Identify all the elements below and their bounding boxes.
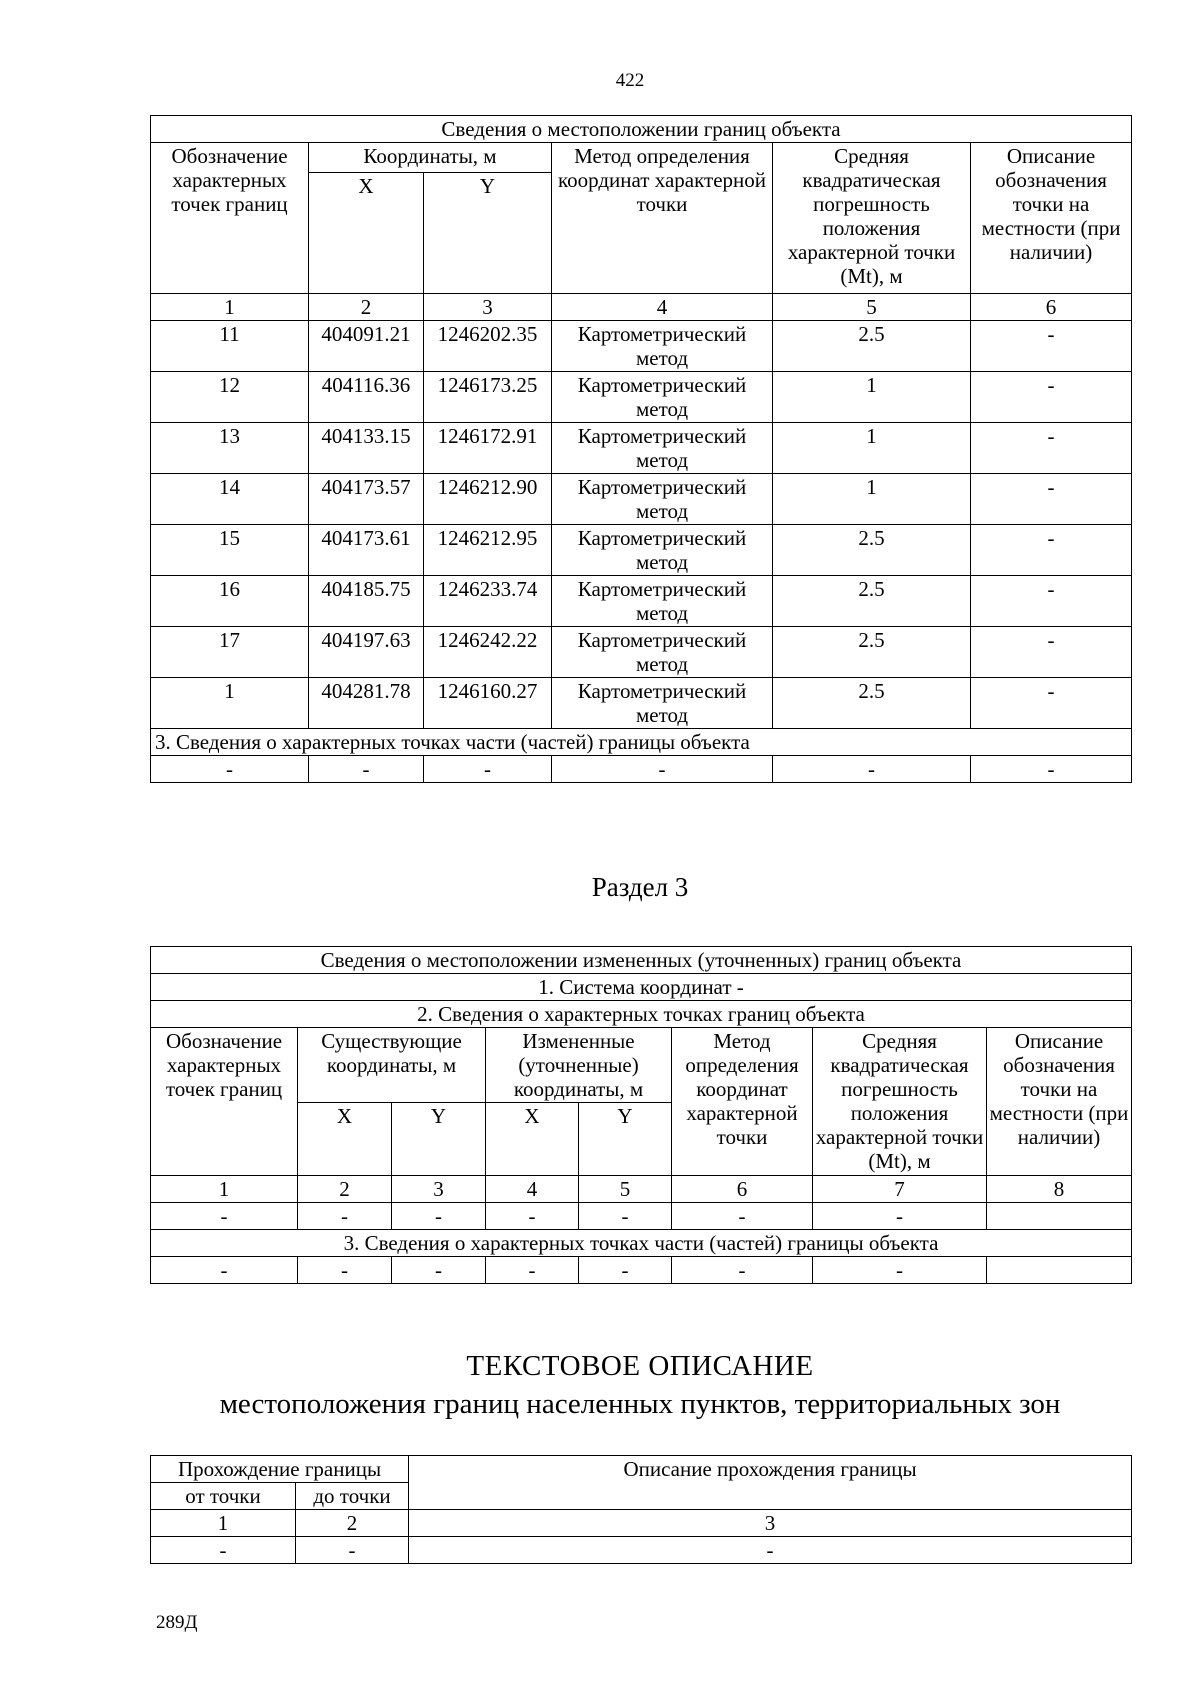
cell-desc: - — [971, 321, 1132, 372]
header-method: Метод определения координат характерной точки — [552, 143, 773, 294]
changed-boundary-table — [150, 946, 1132, 1284]
header-existing-coords: Существующие координаты, м — [298, 1028, 486, 1103]
cell-desc: - — [971, 678, 1132, 729]
text-description-heading: ТЕКСТОВОЕ ОПИСАНИЕ — [466, 1350, 814, 1382]
cell-point: 12 — [151, 372, 309, 423]
col-number: 1 — [151, 1176, 298, 1203]
table-row — [151, 321, 1132, 372]
header-x: X — [298, 1103, 392, 1176]
col-number: 2 — [309, 294, 424, 321]
cell-x: 404133.15 — [309, 423, 424, 474]
cell-desc: - — [971, 372, 1132, 423]
cell-method: Картометрический метод — [552, 423, 773, 474]
cell-point: 1 — [151, 678, 309, 729]
table-cell: - — [813, 1203, 987, 1230]
header-x: X — [486, 1103, 579, 1176]
cell-desc: - — [971, 525, 1132, 576]
cell-error: 2.5 — [773, 678, 971, 729]
table2-part-title: 3. Сведения о характерных точках части (частей) границы объекта — [151, 1230, 1132, 1257]
col-number: 2 — [296, 1510, 409, 1537]
col-number: 4 — [486, 1176, 579, 1203]
header-description: Описание обозначения точки на местности (при наличии) — [971, 143, 1132, 294]
text-description-subheading: местоположения границ населенных пунктов, территориальных зон — [219, 1388, 1061, 1420]
table-cell: - — [579, 1257, 672, 1284]
header-to-point: до точки — [296, 1483, 409, 1510]
col-number: 6 — [971, 294, 1132, 321]
cell-x: 404281.78 — [309, 678, 424, 729]
cell-x: 404185.75 — [309, 576, 424, 627]
table-cell: - — [486, 1203, 579, 1230]
header-designation: Обозначение характерных точек границ — [151, 1028, 298, 1176]
footer-code: 289Д — [156, 1612, 198, 1633]
cell-error: 1 — [773, 423, 971, 474]
table-cell — [987, 1203, 1132, 1230]
col-number: 4 — [552, 294, 773, 321]
col-number: 5 — [579, 1176, 672, 1203]
table-row — [151, 423, 1132, 474]
table-cell: - — [298, 1257, 392, 1284]
table-row — [151, 525, 1132, 576]
cell-y: 1246212.90 — [424, 474, 552, 525]
cell-method: Картометрический метод — [552, 576, 773, 627]
cell-error: 1 — [773, 372, 971, 423]
cell-method: Картометрический метод — [552, 321, 773, 372]
header-from-point: от точки — [151, 1483, 296, 1510]
header-description: Описание обозначения точки на местности (при наличии) — [987, 1028, 1132, 1176]
table-cell: - — [971, 756, 1132, 783]
table-cell: - — [151, 1537, 296, 1564]
table-cell: - — [392, 1203, 486, 1230]
table-row — [151, 474, 1132, 525]
col-number: 8 — [987, 1176, 1132, 1203]
table-cell: - — [298, 1203, 392, 1230]
cell-error: 2.5 — [773, 525, 971, 576]
table1-part-title: 3. Сведения о характерных точках части (частей) границы объекта — [151, 729, 1132, 756]
cell-x: 404173.57 — [309, 474, 424, 525]
cell-desc: - — [971, 423, 1132, 474]
col-number: 3 — [424, 294, 552, 321]
col-number: 3 — [409, 1510, 1132, 1537]
header-passage-description: Описание прохождения границы — [409, 1456, 1132, 1510]
table-row — [151, 678, 1132, 729]
table-cell: - — [486, 1257, 579, 1284]
table-row — [151, 576, 1132, 627]
table1-title: Сведения о местоположении границ объекта — [151, 116, 1132, 143]
header-y: Y — [579, 1103, 672, 1176]
cell-method: Картометрический метод — [552, 372, 773, 423]
cell-y: 1246212.95 — [424, 525, 552, 576]
table-cell: - — [296, 1537, 409, 1564]
col-number: 5 — [773, 294, 971, 321]
cell-x: 404091.21 — [309, 321, 424, 372]
col-number: 1 — [151, 294, 309, 321]
table-row — [151, 372, 1132, 423]
header-error: Средняя квадратическая погрешность положения характерной точки (Mt), м — [773, 143, 971, 294]
cell-point: 14 — [151, 474, 309, 525]
col-number: 1 — [151, 1510, 296, 1537]
table-cell: - — [813, 1257, 987, 1284]
table-cell: - — [309, 756, 424, 783]
cell-y: 1246242.22 — [424, 627, 552, 678]
cell-error: 2.5 — [773, 627, 971, 678]
cell-point: 15 — [151, 525, 309, 576]
boundary-location-table — [150, 115, 1132, 783]
cell-desc: - — [971, 474, 1132, 525]
points-title: 2. Сведения о характерных точках границ объекта — [151, 1001, 1132, 1028]
cell-error: 2.5 — [773, 321, 971, 372]
table-cell: - — [424, 756, 552, 783]
table-cell: - — [151, 1257, 298, 1284]
col-number: 6 — [672, 1176, 813, 1203]
cell-y: 1246160.27 — [424, 678, 552, 729]
header-designation: Обозначение характерных точек границ — [151, 143, 309, 294]
header-y: Y — [392, 1103, 486, 1176]
header-changed-coords: Измененные (уточненные) координаты, м — [486, 1028, 672, 1103]
table-cell: - — [392, 1257, 486, 1284]
table-cell: - — [151, 1203, 298, 1230]
cell-method: Картометрический метод — [552, 474, 773, 525]
cell-desc: - — [971, 627, 1132, 678]
cell-y: 1246172.91 — [424, 423, 552, 474]
cell-x: 404116.36 — [309, 372, 424, 423]
table-cell: - — [672, 1257, 813, 1284]
coord-system: 1. Система координат - — [151, 974, 1132, 1001]
cell-method: Картометрический метод — [552, 525, 773, 576]
cell-method: Картометрический метод — [552, 627, 773, 678]
cell-error: 2.5 — [773, 576, 971, 627]
cell-y: 1246233.74 — [424, 576, 552, 627]
table2-title: Сведения о местоположении измененных (уточненных) границ объекта — [151, 947, 1132, 974]
table-cell: - — [579, 1203, 672, 1230]
header-coordinates: Координаты, м — [309, 143, 552, 173]
page-number: 422 — [615, 70, 645, 91]
boundary-passage-table — [150, 1455, 1132, 1564]
table-cell: - — [773, 756, 971, 783]
header-error: Средняя квадратическая погрешность положения характерной точки (Mt), м — [813, 1028, 987, 1176]
section-title: Раздел 3 — [591, 872, 689, 902]
cell-error: 1 — [773, 474, 971, 525]
cell-point: 17 — [151, 627, 309, 678]
cell-x: 404173.61 — [309, 525, 424, 576]
cell-desc: - — [971, 576, 1132, 627]
cell-point: 16 — [151, 576, 309, 627]
cell-y: 1246202.35 — [424, 321, 552, 372]
col-number: 7 — [813, 1176, 987, 1203]
table-cell: - — [672, 1203, 813, 1230]
header-method: Метод определения координат характерной точки — [672, 1028, 813, 1176]
cell-point: 11 — [151, 321, 309, 372]
table-row — [151, 627, 1132, 678]
col-number: 3 — [392, 1176, 486, 1203]
table-cell: - — [409, 1537, 1132, 1564]
header-passage: Прохождение границы — [151, 1456, 409, 1483]
cell-point: 13 — [151, 423, 309, 474]
cell-method: Картометрический метод — [552, 678, 773, 729]
table-cell — [987, 1257, 1132, 1284]
table-cell: - — [552, 756, 773, 783]
table-cell: - — [151, 756, 309, 783]
cell-x: 404197.63 — [309, 627, 424, 678]
cell-y: 1246173.25 — [424, 372, 552, 423]
col-number: 2 — [298, 1176, 392, 1203]
header-x: X — [309, 173, 424, 294]
header-y: Y — [424, 173, 552, 294]
